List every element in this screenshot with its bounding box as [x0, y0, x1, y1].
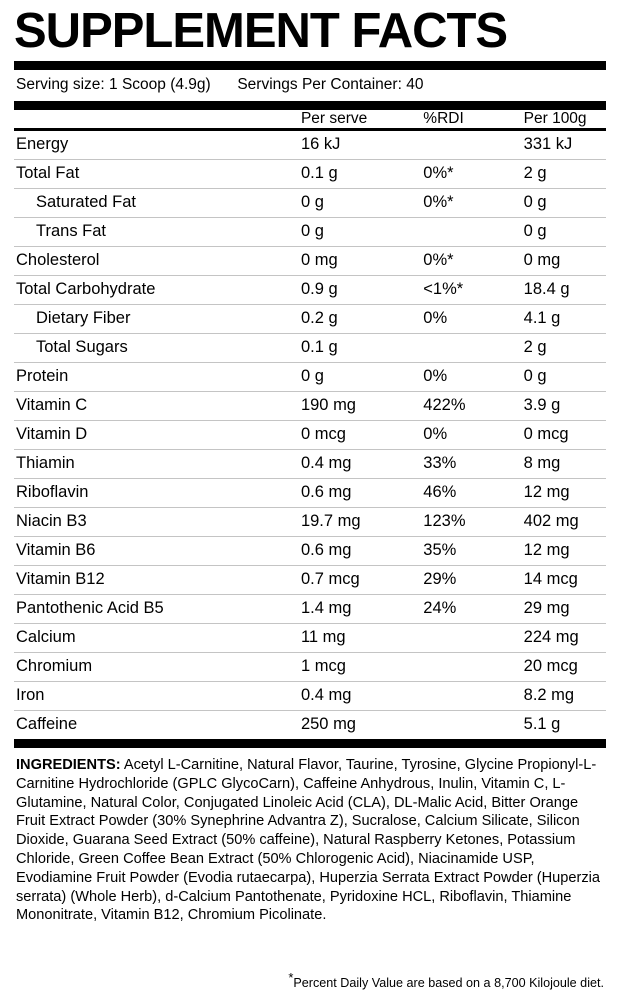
nutrition-rows	[14, 131, 606, 739]
nutrient-per-100g: 3.9 g	[506, 391, 606, 420]
nutrient-per-serve: 1.4 mg	[297, 594, 401, 623]
nutrient-name: Protein	[14, 362, 297, 391]
table-row	[14, 420, 606, 449]
ingredients-block	[16, 756, 604, 925]
nutrient-rdi	[401, 652, 505, 681]
nutrient-per-100g: 0 g	[506, 188, 606, 217]
table-row	[14, 275, 606, 304]
footnote	[288, 970, 604, 990]
nutrient-per-serve: 0.4 mg	[297, 681, 401, 710]
nutrient-per-serve: 11 mg	[297, 623, 401, 652]
nutrient-per-serve: 1 mcg	[297, 652, 401, 681]
nutrient-per-100g: 2 g	[506, 159, 606, 188]
servings-per-container-label: Servings Per Container: 40	[237, 76, 424, 94]
nutrient-rdi: 24%	[401, 594, 505, 623]
nutrient-per-100g: 5.1 g	[523, 715, 561, 734]
nutrient-per-100g: 29 mg	[506, 594, 606, 623]
nutrient-per-serve: 250 mg	[300, 715, 356, 734]
nutrient-rdi: 422%	[401, 391, 505, 420]
nutrient-name: Trans Fat	[14, 217, 297, 246]
nutrition-table	[14, 110, 606, 128]
table-row	[14, 449, 606, 478]
nutrient-rdi: 0%	[401, 362, 505, 391]
table-row	[14, 478, 606, 507]
nutrient-per-serve: 190 mg	[297, 391, 401, 420]
nutrient-per-100g: 12 mg	[506, 478, 606, 507]
nutrient-name: Total Sugars	[14, 333, 297, 362]
nutrient-per-serve: 0.6 mg	[297, 536, 401, 565]
header-rdi: %RDI	[423, 110, 464, 128]
table-row	[14, 652, 606, 681]
divider-top	[14, 61, 606, 70]
nutrient-rdi: 0%*	[401, 188, 505, 217]
nutrient-per-100g: 0 mg	[506, 246, 606, 275]
nutrient-per-serve: 0 g	[297, 362, 401, 391]
table-header-row	[14, 110, 606, 128]
table-row	[14, 159, 606, 188]
nutrient-per-serve: 0.9 g	[297, 275, 401, 304]
nutrient-name: Total Fat	[14, 159, 297, 188]
nutrient-per-serve: 0 g	[297, 188, 401, 217]
nutrient-per-serve: 0.7 mcg	[297, 565, 401, 594]
nutrient-per-100g: 14 mcg	[506, 565, 606, 594]
nutrient-per-100g: 331 kJ	[506, 131, 606, 160]
table-row	[14, 565, 606, 594]
nutrient-per-100g: 8 mg	[506, 449, 606, 478]
table-row	[14, 333, 606, 362]
nutrient-rdi	[401, 710, 505, 739]
nutrient-per-100g: 0 g	[506, 217, 606, 246]
nutrient-rdi: 29%	[401, 565, 505, 594]
nutrient-name: Dietary Fiber	[14, 304, 297, 333]
ingredients-text: Acetyl L-Carnitine, Natural Flavor, Taurine, Tyrosine, Glycine Propionyl-L-Carnitine Hydrochloride (GPLC GlycoCarn), Caffeine Anhydrous, Inulin, Vitamin C, L-Glutamine, Natural Color, Conjugated Linoleic Acid (CLA), DL-Malic Acid, Bitter Orange Fruit Extract Powder (30% Synephrine Advantra Z), Sucralose, Calcium Silicate, Silicon Dioxide, Guarana Seed Extract (50% caffeine), Natural Raspberry Ketones, Potassium Chloride, Green Coffee Bean Extract (50% Chlorogenic Acid), Niacinamide USP, Evodiamine Fruit Powder (Evodia rutaecarpa), Huperzia Serrata Extract Powder (Huperzia serrata) (Whole Herb), d-Calcium Pantothenate, Pyridoxine HCL, Riboflavin, Thiamine Mononitrate, Vitamin B12, Chromium Picolinate.	[16, 756, 600, 924]
nutrient-name: Pantothenic Acid B5	[14, 594, 297, 623]
nutrient-per-100g: 20 mcg	[506, 652, 606, 681]
nutrient-rdi	[401, 623, 505, 652]
table-row	[14, 217, 606, 246]
nutrient-rdi: 0%	[401, 420, 505, 449]
nutrient-name: Vitamin D	[14, 420, 297, 449]
table-row	[14, 362, 606, 391]
nutrient-name: Chromium	[14, 652, 297, 681]
nutrient-name: Riboflavin	[14, 478, 297, 507]
nutrient-name: Vitamin C	[14, 391, 297, 420]
header-nutrient	[14, 110, 297, 128]
nutrient-name: Energy	[14, 131, 297, 160]
header-per-100g: Per 100g	[523, 110, 587, 128]
nutrient-name: Thiamin	[14, 449, 297, 478]
nutrient-name: Total Carbohydrate	[14, 275, 297, 304]
nutrient-per-serve: 0.2 g	[297, 304, 401, 333]
table-row	[14, 188, 606, 217]
serving-info	[16, 76, 606, 94]
divider-below-serving	[14, 101, 606, 110]
table-row	[14, 507, 606, 536]
nutrient-rdi: 46%	[401, 478, 505, 507]
nutrient-rdi: 35%	[401, 536, 505, 565]
nutrient-rdi	[401, 333, 505, 362]
nutrient-rdi: 0%*	[401, 246, 505, 275]
nutrient-name: Saturated Fat	[14, 188, 297, 217]
nutrient-per-serve: 0.6 mg	[297, 478, 401, 507]
table-row	[14, 681, 606, 710]
nutrient-per-100g: 0 g	[506, 362, 606, 391]
nutrient-rdi: 0%	[401, 304, 505, 333]
table-row	[14, 710, 606, 739]
nutrient-per-100g: 12 mg	[506, 536, 606, 565]
divider-above-ingredients	[14, 739, 606, 748]
table-row	[14, 536, 606, 565]
footnote-text: Percent Daily Value are based on a 8,700 Kilojoule diet.	[293, 976, 604, 990]
nutrient-rdi: 0%*	[401, 159, 505, 188]
nutrient-per-serve: 0.1 g	[297, 333, 401, 362]
nutrient-per-100g: 2 g	[506, 333, 606, 362]
table-row	[14, 246, 606, 275]
table-row	[14, 391, 606, 420]
nutrient-per-serve: 19.7 mg	[297, 507, 401, 536]
page-title: SUPPLEMENT FACTS	[14, 4, 508, 58]
nutrient-per-100g: 224 mg	[506, 623, 606, 652]
nutrient-per-serve: 0 mcg	[297, 420, 401, 449]
nutrient-per-100g: 402 mg	[506, 507, 606, 536]
nutrient-name: Calcium	[14, 623, 297, 652]
nutrient-per-serve: 0 mg	[297, 246, 401, 275]
table-row	[14, 131, 606, 160]
footnote-marker: *	[288, 969, 294, 985]
nutrient-name: Vitamin B12	[14, 565, 297, 594]
ingredients-label: INGREDIENTS:	[16, 756, 121, 773]
header-per-serve: Per serve	[300, 110, 368, 128]
nutrient-per-serve: 0.1 g	[297, 159, 401, 188]
nutrient-rdi	[401, 131, 505, 160]
nutrient-name: Iron	[14, 681, 297, 710]
nutrient-name: Caffeine	[16, 715, 78, 734]
table-row	[14, 594, 606, 623]
nutrient-per-serve: 16 kJ	[297, 131, 401, 160]
nutrient-per-100g: 4.1 g	[506, 304, 606, 333]
nutrient-per-serve: 0 g	[297, 217, 401, 246]
nutrient-rdi	[401, 217, 505, 246]
nutrient-name: Vitamin B6	[14, 536, 297, 565]
serving-size-label: Serving size: 1 Scoop (4.9g)	[16, 76, 211, 94]
nutrient-per-serve: 0.4 mg	[297, 449, 401, 478]
nutrient-per-100g: 8.2 mg	[506, 681, 606, 710]
table-row	[14, 304, 606, 333]
nutrient-name: Cholesterol	[14, 246, 297, 275]
nutrient-rdi: 123%	[401, 507, 505, 536]
table-row	[14, 623, 606, 652]
nutrient-rdi: 33%	[401, 449, 505, 478]
nutrient-rdi: <1%*	[401, 275, 505, 304]
nutrient-rdi	[401, 681, 505, 710]
nutrient-per-100g: 0 mcg	[506, 420, 606, 449]
nutrient-name: Niacin B3	[14, 507, 297, 536]
nutrient-per-100g: 18.4 g	[506, 275, 606, 304]
